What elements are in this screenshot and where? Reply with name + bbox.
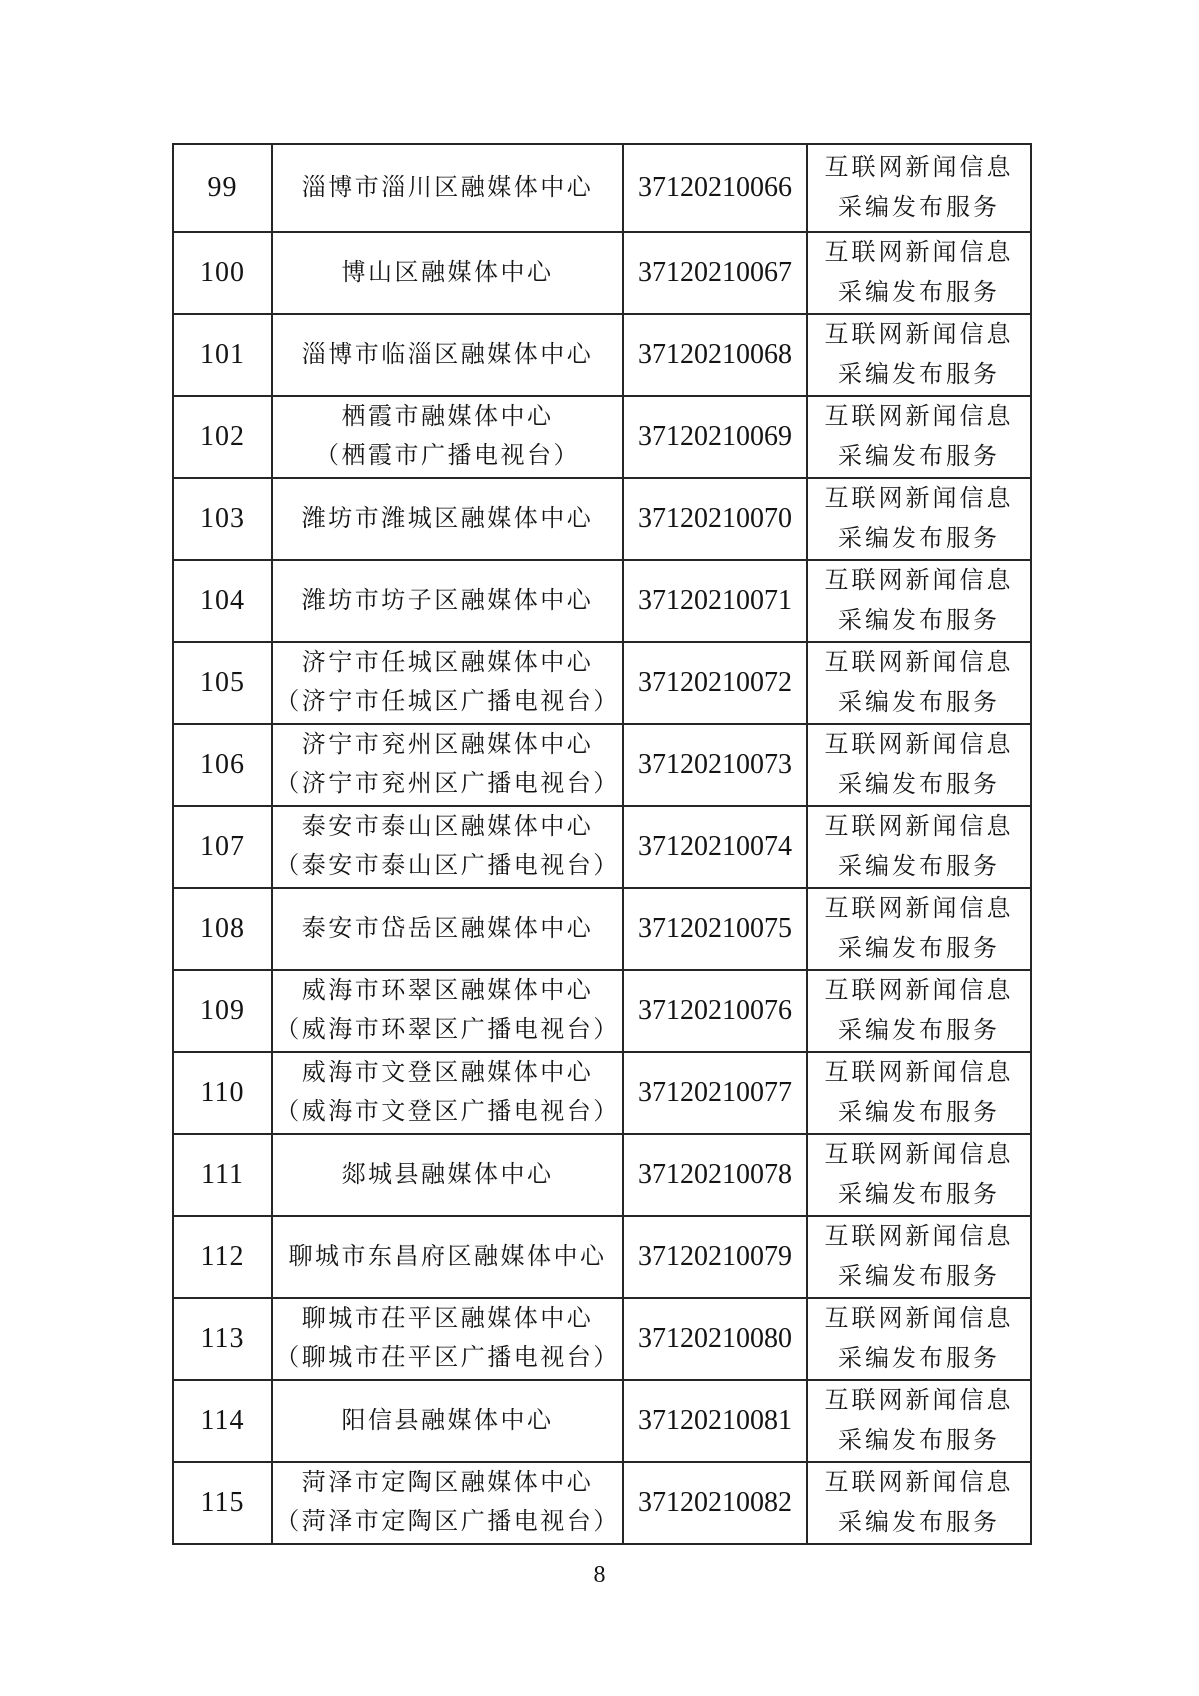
table-row [173, 1134, 1031, 1216]
license-number-cell: 37120210069 [623, 396, 807, 478]
page-number: 8 [593, 1562, 606, 1588]
row-index-cell: 110 [173, 1052, 272, 1134]
service-type-line: 互联网新闻信息 [824, 814, 1014, 840]
service-type-cell [807, 560, 1031, 642]
org-name-cell [272, 232, 623, 314]
row-index-cell: 105 [173, 642, 272, 724]
org-name-line: （威海市环翠区广播电视台） [275, 1017, 620, 1043]
org-name-cell [272, 970, 623, 1052]
license-number-cell: 37120210077 [623, 1052, 807, 1134]
service-type-line: 互联网新闻信息 [824, 978, 1014, 1004]
service-type-line: 互联网新闻信息 [824, 1470, 1014, 1496]
service-type-line: 采编发布服务 [838, 1100, 1000, 1126]
table-row [173, 232, 1031, 314]
org-name-line: 博山区融媒体中心 [341, 259, 554, 286]
org-name-line: 阳信县融媒体中心 [341, 1407, 554, 1434]
org-name-line: （聊城市茌平区广播电视台） [275, 1345, 620, 1371]
org-name-line: 淄博市临淄区融媒体中心 [301, 341, 594, 368]
service-type-line: 互联网新闻信息 [824, 732, 1014, 758]
license-number-cell: 37120210070 [623, 478, 807, 560]
row-index-cell: 101 [173, 314, 272, 396]
row-index-cell: 115 [173, 1462, 272, 1544]
org-name-line: 泰安市岱岳区融媒体中心 [301, 915, 594, 942]
license-table-body [173, 144, 1031, 1544]
service-type-line: 采编发布服务 [838, 526, 1000, 552]
org-name-line: 聊城市茌平区融媒体中心 [301, 1306, 594, 1332]
table-row [173, 478, 1031, 560]
row-index-cell: 99 [173, 144, 272, 232]
table-row [173, 642, 1031, 724]
org-name-line: 潍坊市坊子区融媒体中心 [301, 587, 594, 614]
service-type-line: 采编发布服务 [838, 1264, 1000, 1290]
org-name-cell [272, 642, 623, 724]
service-type-line: 互联网新闻信息 [824, 404, 1014, 430]
org-name-line: 威海市文登区融媒体中心 [301, 1060, 594, 1086]
org-name-cell [272, 144, 623, 232]
license-number-cell: 37120210076 [623, 970, 807, 1052]
org-name-line: 济宁市任城区融媒体中心 [301, 650, 594, 676]
table-row [173, 396, 1031, 478]
org-name-cell [272, 396, 623, 478]
row-index-cell: 102 [173, 396, 272, 478]
org-name-cell [272, 560, 623, 642]
license-number-cell: 37120210080 [623, 1298, 807, 1380]
org-name-line: （栖霞市广播电视台） [315, 443, 580, 469]
table-row [173, 1462, 1031, 1544]
org-name-line: 济宁市兖州区融媒体中心 [301, 732, 594, 758]
table-row [173, 724, 1031, 806]
table-row [173, 1380, 1031, 1462]
table-row [173, 560, 1031, 642]
org-name-cell [272, 314, 623, 396]
service-type-cell [807, 314, 1031, 396]
license-number-cell: 37120210074 [623, 806, 807, 888]
org-name-cell [272, 888, 623, 970]
service-type-line: 互联网新闻信息 [824, 1306, 1014, 1332]
service-type-cell [807, 724, 1031, 806]
row-index-cell: 114 [173, 1380, 272, 1462]
org-name-cell [272, 1216, 623, 1298]
org-name-line: （泰安市泰山区广播电视台） [275, 853, 620, 879]
service-type-line: 采编发布服务 [838, 1182, 1000, 1208]
license-number-cell: 37120210073 [623, 724, 807, 806]
table-row [173, 888, 1031, 970]
org-name-cell [272, 478, 623, 560]
license-table [172, 143, 1032, 1545]
service-type-line: 互联网新闻信息 [824, 155, 1014, 181]
service-type-cell [807, 478, 1031, 560]
row-index-cell: 107 [173, 806, 272, 888]
service-type-cell [807, 396, 1031, 478]
org-name-line: （济宁市兖州区广播电视台） [275, 771, 620, 797]
org-name-line: 菏泽市定陶区融媒体中心 [301, 1470, 594, 1496]
service-type-cell [807, 970, 1031, 1052]
row-index-cell: 112 [173, 1216, 272, 1298]
org-name-line: 郯城县融媒体中心 [341, 1161, 554, 1188]
license-number-cell: 37120210067 [623, 232, 807, 314]
license-number-cell: 37120210079 [623, 1216, 807, 1298]
service-type-cell [807, 888, 1031, 970]
service-type-line: 采编发布服务 [838, 690, 1000, 716]
license-number-cell: 37120210075 [623, 888, 807, 970]
service-type-line: 互联网新闻信息 [824, 486, 1014, 512]
service-type-line: 互联网新闻信息 [824, 240, 1014, 266]
org-name-cell [272, 1134, 623, 1216]
service-type-line: 互联网新闻信息 [824, 1224, 1014, 1250]
org-name-line: （济宁市任城区广播电视台） [275, 689, 620, 715]
service-type-line: 采编发布服务 [838, 1510, 1000, 1536]
table-row [173, 144, 1031, 232]
service-type-cell [807, 806, 1031, 888]
table-row [173, 806, 1031, 888]
row-index-cell: 106 [173, 724, 272, 806]
service-type-line: 互联网新闻信息 [824, 896, 1014, 922]
service-type-line: 采编发布服务 [838, 772, 1000, 798]
service-type-cell [807, 642, 1031, 724]
row-index-cell: 108 [173, 888, 272, 970]
row-index-cell: 104 [173, 560, 272, 642]
service-type-line: 采编发布服务 [838, 280, 1000, 306]
service-type-line: 互联网新闻信息 [824, 568, 1014, 594]
row-index-cell: 109 [173, 970, 272, 1052]
org-name-cell [272, 1462, 623, 1544]
service-type-line: 采编发布服务 [838, 854, 1000, 880]
row-index-cell: 100 [173, 232, 272, 314]
service-type-cell [807, 1134, 1031, 1216]
service-type-line: 采编发布服务 [838, 195, 1000, 221]
service-type-line: 采编发布服务 [838, 1018, 1000, 1044]
org-name-line: 栖霞市融媒体中心 [341, 404, 554, 430]
org-name-cell [272, 724, 623, 806]
table-row [173, 970, 1031, 1052]
service-type-line: 采编发布服务 [838, 936, 1000, 962]
table-row [173, 314, 1031, 396]
org-name-line: 威海市环翠区融媒体中心 [301, 978, 594, 1004]
license-number-cell: 37120210081 [623, 1380, 807, 1462]
org-name-cell [272, 1380, 623, 1462]
service-type-line: 互联网新闻信息 [824, 1142, 1014, 1168]
table-row [173, 1216, 1031, 1298]
service-type-line: 互联网新闻信息 [824, 1388, 1014, 1414]
service-type-line: 互联网新闻信息 [824, 1060, 1014, 1086]
service-type-line: 互联网新闻信息 [824, 650, 1014, 676]
service-type-line: 采编发布服务 [838, 1346, 1000, 1372]
service-type-cell [807, 1052, 1031, 1134]
license-number-cell: 37120210068 [623, 314, 807, 396]
service-type-line: 采编发布服务 [838, 608, 1000, 634]
service-type-cell [807, 1462, 1031, 1544]
org-name-line: 潍坊市潍城区融媒体中心 [301, 505, 594, 532]
license-number-cell: 37120210082 [623, 1462, 807, 1544]
service-type-cell [807, 232, 1031, 314]
org-name-cell [272, 806, 623, 888]
org-name-line: 泰安市泰山区融媒体中心 [301, 814, 594, 840]
service-type-line: 采编发布服务 [838, 1428, 1000, 1454]
table-row [173, 1052, 1031, 1134]
license-number-cell: 37120210072 [623, 642, 807, 724]
org-name-cell [272, 1052, 623, 1134]
service-type-line: 采编发布服务 [838, 362, 1000, 388]
org-name-line: 淄博市淄川区融媒体中心 [301, 174, 594, 201]
row-index-cell: 103 [173, 478, 272, 560]
service-type-cell [807, 144, 1031, 232]
row-index-cell: 113 [173, 1298, 272, 1380]
org-name-cell [272, 1298, 623, 1380]
service-type-line: 互联网新闻信息 [824, 322, 1014, 348]
row-index-cell: 111 [173, 1134, 272, 1216]
service-type-line: 采编发布服务 [838, 444, 1000, 470]
org-name-line: 聊城市东昌府区融媒体中心 [288, 1243, 607, 1270]
license-number-cell: 37120210066 [623, 144, 807, 232]
service-type-cell [807, 1216, 1031, 1298]
license-number-cell: 37120210071 [623, 560, 807, 642]
org-name-line: （威海市文登区广播电视台） [275, 1099, 620, 1125]
service-type-cell [807, 1298, 1031, 1380]
license-number-cell: 37120210078 [623, 1134, 807, 1216]
table-row [173, 1298, 1031, 1380]
org-name-line: （菏泽市定陶区广播电视台） [275, 1509, 620, 1535]
service-type-cell [807, 1380, 1031, 1462]
